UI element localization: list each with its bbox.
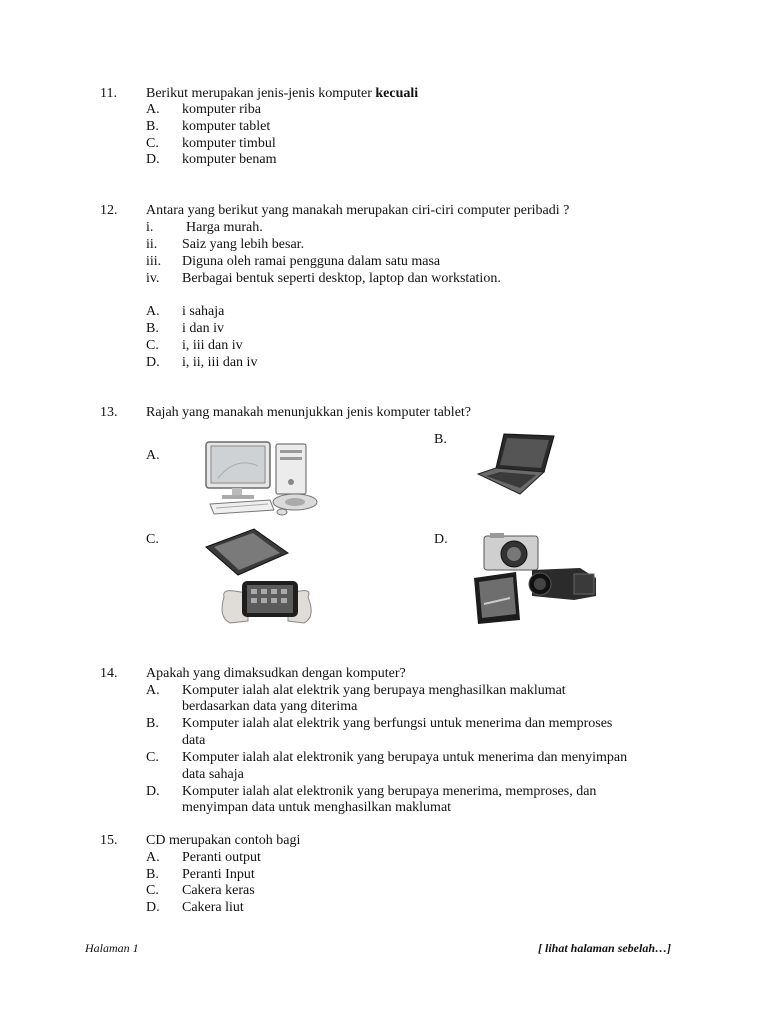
q11-option-a-letter: A. xyxy=(146,102,160,117)
q12-option-c-text: i, iii dan iv xyxy=(182,338,243,353)
q14-option-b-letter: B. xyxy=(146,716,159,731)
q15-option-a-text: Peranti output xyxy=(182,850,261,865)
q13-option-b-letter: B. xyxy=(434,432,447,447)
q11-option-c-letter: C. xyxy=(146,136,159,151)
q14-option-c-letter: C. xyxy=(146,750,159,765)
q14-stem: Apakah yang dimaksudkan dengan komputer? xyxy=(146,666,406,681)
q11-option-a-text: komputer riba xyxy=(182,102,261,117)
q14-number: 14. xyxy=(100,666,118,681)
q14-option-c-line2: data sahaja xyxy=(182,767,244,782)
q14-option-a-line1: Komputer ialah alat elektrik yang berupaya menghasilkan maklumat xyxy=(182,683,566,698)
q15-option-d-letter: D. xyxy=(146,900,160,915)
q12-stem: Antara yang berikut yang manakah merupakan ciri-ciri computer peribadi ? xyxy=(146,203,570,218)
q12-option-c-letter: C. xyxy=(146,338,159,353)
q12-statement-ii-roman: ii. xyxy=(146,237,158,252)
q14-option-a-letter: A. xyxy=(146,683,160,698)
q12-option-a-text: i sahaja xyxy=(182,304,225,319)
q12-statement-ii-text: Saiz yang lebih besar. xyxy=(182,237,305,252)
q15-option-d-text: Cakera liut xyxy=(182,900,244,915)
q11-stem-bold: kecuali xyxy=(375,86,419,101)
q15-option-c-text: Cakera keras xyxy=(182,883,255,898)
q14-option-b-line2: data xyxy=(182,733,206,748)
q14-option-d-line1: Komputer ialah alat elektronik yang berupaya menerima, memproses, dan xyxy=(182,784,597,799)
q11-option-d-letter: D. xyxy=(146,152,160,167)
cameras-tablet-image xyxy=(470,530,602,626)
q14-option-b-line1: Komputer ialah alat elektrik yang berfungsi untuk menerima dan memproses xyxy=(182,716,613,731)
q12-statement-i-text: Harga murah. xyxy=(186,220,263,235)
q12-statement-iii-text: Diguna oleh ramai pengguna dalam satu masa xyxy=(182,254,441,269)
next-page-note: [ lihat halaman sebelah…] xyxy=(538,941,672,955)
q11-option-c-text: komputer timbul xyxy=(182,136,276,151)
q14-option-d-line2: menyimpan data untuk menghasilkan maklumat xyxy=(182,800,452,815)
q15-stem: CD merupakan contoh bagi xyxy=(146,833,301,848)
q12-option-a-letter: A. xyxy=(146,304,160,319)
q11-number: 11. xyxy=(100,86,117,101)
q15-option-a-letter: A. xyxy=(146,850,160,865)
q11-stem xyxy=(146,85,418,102)
q13-option-d-letter: D. xyxy=(434,532,448,547)
q15-option-c-letter: C. xyxy=(146,883,159,898)
page-number: Halaman 1 xyxy=(85,941,139,955)
q13-option-a-letter: A. xyxy=(146,448,160,463)
q12-option-b-letter: B. xyxy=(146,321,159,336)
q14-option-d-letter: D. xyxy=(146,784,160,799)
q11-option-b-text: komputer tablet xyxy=(182,119,271,134)
q12-statement-iv-roman: iv. xyxy=(146,271,160,286)
q15-number: 15. xyxy=(100,833,118,848)
q11-option-b-letter: B. xyxy=(146,119,159,134)
q12-statement-iv-text: Berbagai bentuk seperti desktop, laptop dan workstation. xyxy=(182,271,501,286)
tablets-image xyxy=(204,527,328,631)
q12-statement-iii-roman: iii. xyxy=(146,254,162,269)
q12-option-b-text: i dan iv xyxy=(182,321,224,336)
q12-option-d-text: i, ii, iii dan iv xyxy=(182,355,258,370)
q11-stem-text: Berikut merupakan jenis-jenis komputer xyxy=(146,86,372,101)
q14-option-c-line1: Komputer ialah alat elektronik yang berupaya untuk menerima dan menyimpan xyxy=(182,750,628,765)
q14-option-a-line2: berdasarkan data yang diterima xyxy=(182,699,358,714)
q15-option-b-letter: B. xyxy=(146,867,159,882)
laptop-image xyxy=(474,432,556,498)
q12-number: 12. xyxy=(100,203,118,218)
q13-number: 13. xyxy=(100,405,118,420)
q15-option-b-text: Peranti Input xyxy=(182,867,255,882)
q12-option-d-letter: D. xyxy=(146,355,160,370)
q13-option-c-letter: C. xyxy=(146,532,159,547)
q12-statement-i-roman: i. xyxy=(146,220,154,235)
desktop-computer-image xyxy=(200,438,326,518)
q13-stem: Rajah yang manakah menunjukkan jenis komputer tablet? xyxy=(146,405,472,420)
q11-option-d-text: komputer benam xyxy=(182,152,277,167)
